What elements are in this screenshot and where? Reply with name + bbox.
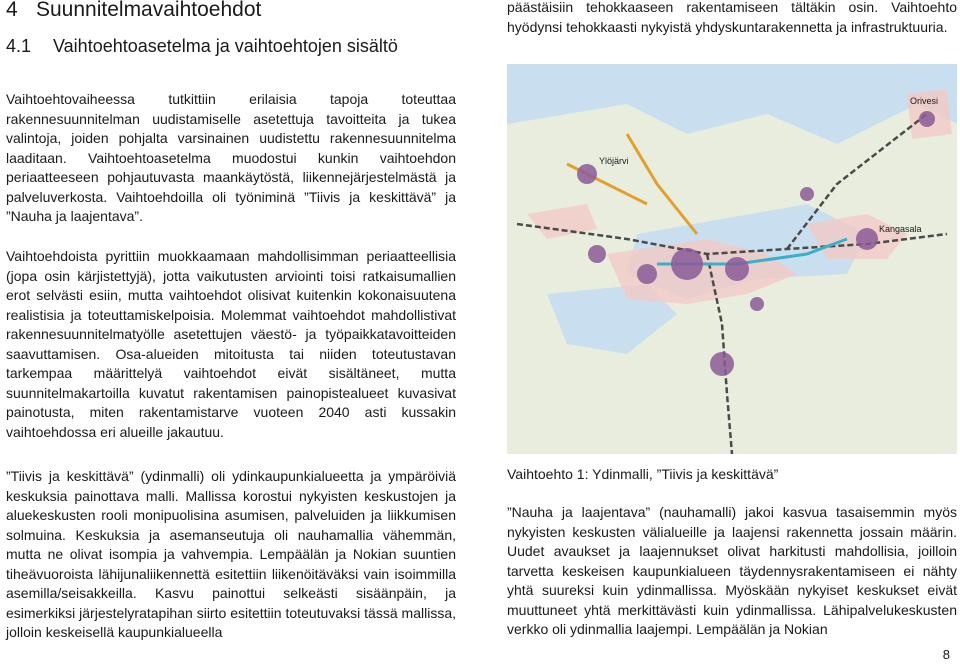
section-number: 4.1 [6, 36, 32, 56]
section-title: Vaihtoehtoasetelma ja vaihtoehtojen sisältö [53, 36, 398, 56]
center-kangasala [856, 228, 878, 250]
paragraph-text: ”Nauha ja laajentava” (nauhamalli) jakoi kasvua tasaisemmin myös nykyisten keskusten välialueille ja laajensi rakennetta jossain määrin. Uudet avaukset ja laajennukset olivat harkitusti mahdollisia, joilloin tarvetta keskeisen kaupunkialueen täydennysrakentamiseen ei nähty yhtä suureksi kuin ydinmallissa. Myöskään nykyiset keskukset eivät muuttuneet yhtä merkittävästi kuin ydinmallissa. Lähipalvelukeskusten verkko oli ydinmallia laajempi. Lempäälän ja Nokian [507, 504, 957, 637]
center-lempaala [710, 352, 734, 376]
paragraph-intro [6, 90, 456, 227]
paragraph-core-model [6, 467, 456, 643]
center-hervanta [725, 257, 749, 281]
paragraph-principles [6, 247, 456, 442]
map-caption: Vaihtoehto 1: Ydinmalli, ”Tiivis ja keskittävä” [507, 466, 779, 482]
center-south [750, 297, 764, 311]
paragraph-text: ”Tiivis ja keskittävä” (ydinmalli) oli ydinkaupunkialueetta ja ympäröiviä keskuksia painottava malli. Mallissa korostui nykyisten keskustojen ja aluekeskusten rooli monipuolisina asumisen, palveluiden ja liikkumisen solmuina. Keskuksia ja asemanseutuja oli nauhamallia vähemmän, mutta ne olivat isompia ja vahvempia. Lempäälän ja Nokian suuntien tiheävuoroista lähijunaliikennettä esitettiin liikenöitäväksi vain isoimmilla asemilla/seisakkeilla. Kasvu painottui selkeästi sisäänpäin, ja esimerkiksi järjestelyratapihan siirto esitettiin toteutuvaksi tässä mallissa, jolloin keskeisellä kaupunkialueella [6, 468, 456, 640]
paragraph-strip-model [507, 503, 957, 640]
section-heading [6, 36, 398, 57]
center-lielahti [637, 264, 657, 284]
chapter-title: Suunnitelmavaihtoehdot [36, 0, 262, 21]
chapter-heading [6, 0, 261, 22]
paragraph-text: päästäisiin tehokkaaseen rakentamiseen tältäkin osin. Vaihtoehto hyödynsi tehokkaasti nykyistä yhdyskuntarakennetta ja infrastruktuuria. [507, 0, 957, 35]
chapter-number: 4 [6, 0, 18, 21]
structure-plan-map [507, 64, 957, 454]
center-tampere [671, 248, 703, 280]
paragraph-text: Vaihtoehtovaiheessa tutkittiin erilaisia tapoja toteuttaa rakennesuunnitelman uudistamiselle asetettuja tavoitteita ja tukea valintoja, joiden pohjalta varsinainen uudistettu rakennesuunnitelma laaditaan. Vaihtoehtoasetelma muodostui kunkin vaihtoehdon periaatteeseen pohjautuvasta maankäytöstä, liikennejärjestelmästä ja palveluverkosta. Vaihtoehdoilla oli työniminä ”Tiivis ja keskittävä” ja ”Nauha ja laajentava”. [6, 91, 456, 224]
map-label-ylojarvi: Ylöjärvi [599, 156, 629, 166]
center-orivesi [919, 111, 935, 127]
center-ylojarvi [577, 164, 597, 184]
paragraph-continued [507, 0, 957, 37]
paragraph-text: Vaihtoehdoista pyrittiin muokkaamaan mahdollisimman periaatteellisia (jopa osin kärjistettyjä), jotta vaikutusten arviointi toisi ratkaisumallien erot selvästi esiin, mutta vaihtoehdot olisivat kuitenkin kokonaisuutena realistisia ja toteuttamiskelpoisia. Molemmat vaihtoehdot mahdollistivat rakennesuunnitelmatyölle asetettujen väestö- ja työpaikkatavoitteiden saavuttamisen. Osa-alueiden mitoitusta tai niiden toteutustavan tarkempaa määrittelyä vaihtoehdot eivät sisältäneet, mutta suunnitelmakartoilla kuvatut rakentamisen painopistealueet kuvasivat painotusta, miten rakentamistarve vuoteen 2040 asti kussakin vaihtoehdossa eri alueille jakautuu. [6, 248, 456, 440]
center-nokia [588, 245, 606, 263]
center-kangasala-north [800, 187, 814, 201]
map-label-kangasala: Kangasala [879, 224, 922, 234]
map-label-orivesi: Orivesi [910, 96, 939, 106]
page-number: 8 [942, 647, 950, 662]
